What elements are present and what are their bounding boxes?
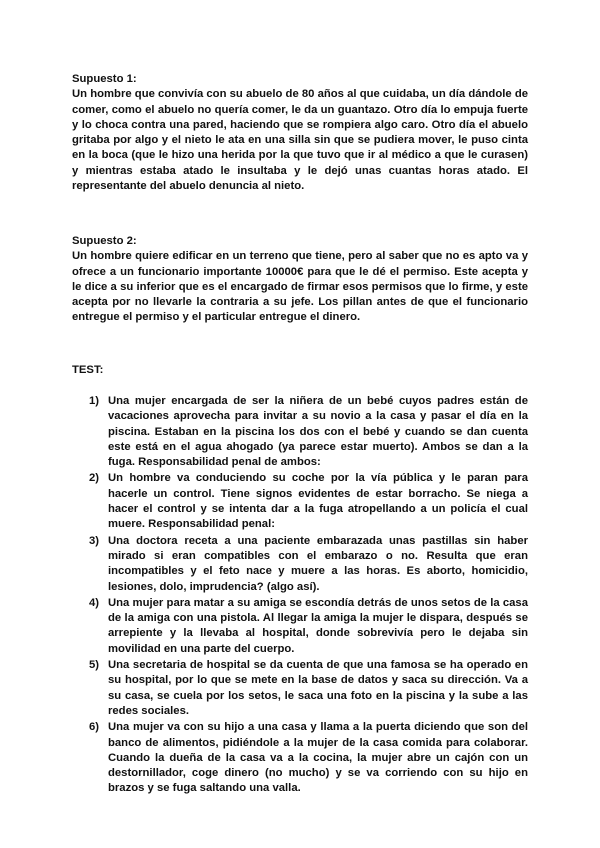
supuesto-2-text: Un hombre quiere edificar en un terreno que tiene, pero al saber que no es apto va y ofrece a un funcionario importante 10000€ para que le dé el permiso. Este acepta y le dice a su inferior que es el encargado de firmar esos permisos que lo firme, y este acepta por no llevarle la contraria a su jefe. Los pillan antes de que el funcionario entregue el permiso y el particular entregue el dinero. (72, 250, 528, 324)
question-number: 4) (89, 596, 100, 609)
supuesto-2-heading: Supuesto 2: (72, 235, 137, 247)
supuesto-1-heading: Supuesto 1: (72, 73, 137, 85)
test-question-6 (72, 720, 528, 796)
supuesto-1-section (72, 72, 528, 194)
test-question-2 (72, 471, 528, 532)
supuesto-1-text: Un hombre que convivía con su abuelo de 80 años al que cuidaba, un día dándole de comer, como el abuelo no quería comer, le da un guantazo. Otro día lo empuja fuerte y lo choca contra una pared, haciendo que se rompiera algo caro. Otro día el abuelo gritaba por algo y el nieto le ata en una silla sin que se pudiera mover, le puso cinta en la boca (que le hizo una herida por la que tuvo que ir al médico a que le curasen) y mientras estaba atado le insultaba y le dejó unas cuantas horas atado. El representante del abuelo denuncia al nieto. (72, 88, 528, 193)
question-text: Una doctora receta a una paciente embarazada unas pastillas sin haber mirado si eran compatibles con el embarazo o no. Resulta que eran incompatibles y el feto nace y muere a las horas. Es aborto, homicidio, lesiones, dolo, imprudencia? (algo así). (108, 534, 528, 593)
question-text: Una mujer para matar a su amiga se escondía detrás de unos setos de la casa de la amiga con una pistola. Al llegar la amiga la mujer le dispara, después se arrepiente y la llevaba al hospital, donde sobrevivía pero le dejaba sin movilidad en una parte del cuerpo. (108, 596, 528, 655)
test-question-1 (72, 394, 528, 470)
question-number: 2) (89, 472, 100, 485)
question-number: 5) (89, 659, 100, 672)
question-text: Una mujer encargada de ser la niñera de un bebé cuyos padres están de vacaciones aprovecha para invitar a su novio a la casa y pasar el día en la piscina. Estaban en la piscina los dos con el bebé y cuando se dan cuenta este está en el agua ahogado (ya parece estar muerto). Ambos se dan a la fuga. Responsabilidad penal de ambos: (108, 395, 528, 469)
test-heading: TEST: (72, 364, 104, 376)
test-question-3 (72, 534, 528, 595)
supuesto-2-section (72, 234, 528, 326)
test-question-list (72, 394, 528, 798)
question-number: 6) (89, 721, 100, 734)
question-number: 1) (89, 395, 100, 407)
question-text: Un hombre va conduciendo su coche por la vía pública y le paran para hacerle un control. Tiene signos evidentes de estar borracho. Se niega a hacer el control y se intenta dar a la fuga atropellando a un policía el cual muere. Responsabilidad penal: (108, 472, 528, 531)
test-question-5 (72, 658, 528, 719)
question-text: Una mujer va con su hijo a una casa y llama a la puerta diciendo que son del banco de alimentos, pidiéndole a la mujer de la casa comida para colaborar. Cuando la dueña de la casa va a la cocina, la mujer abre un cajón con un destornillador, coge dinero (no mucho) y se va corriendo con su hijo en brazos y se fuga saltando una valla. (108, 721, 528, 795)
question-text: Una secretaria de hospital se da cuenta de que una famosa se ha operado en su hospital, por lo que se mete en la base de datos y saca su dirección. Va a su casa, se cuela por los setos, le saca una foto en la piscina y la sube a las redes sociales. (108, 659, 528, 717)
test-question-4 (72, 596, 528, 657)
question-number: 3) (89, 534, 100, 547)
